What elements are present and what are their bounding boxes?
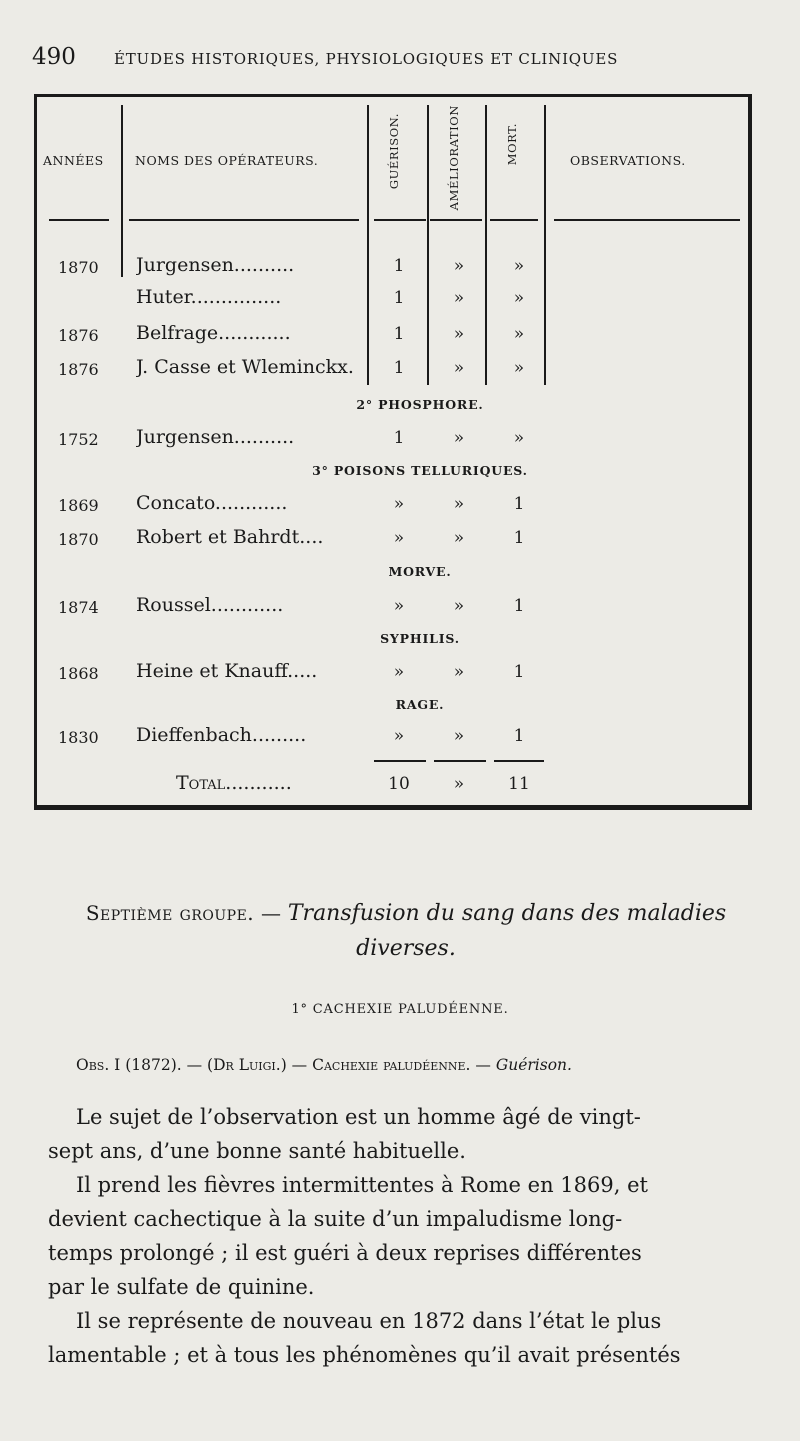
header-rule	[430, 219, 482, 221]
row-operator: J. Casse et Wleminckx.	[136, 356, 354, 378]
col-header-operators: NOMS DES OPÉRATEURS.	[135, 153, 319, 168]
text-line: lamentable ; et à tous les phénomènes qu’il avait présentés	[48, 1343, 681, 1367]
body-text	[48, 1100, 768, 1372]
group-title: Transfusion du sang dans des maladies diverses.	[287, 901, 727, 961]
group-label: Septième groupe. —	[85, 901, 282, 925]
total-guerison: 10	[388, 774, 410, 794]
row-guerison: 1	[393, 288, 405, 308]
section-heading: MORVE.	[388, 564, 452, 579]
total-label: Total...........	[176, 772, 292, 794]
column-divider	[485, 105, 487, 385]
column-divider	[544, 105, 546, 385]
row-mort: 1	[513, 528, 525, 548]
row-year: 1876	[58, 326, 99, 345]
row-year: 1876	[58, 360, 99, 379]
header-rule	[49, 219, 109, 221]
row-year: 1869	[58, 496, 99, 515]
row-year: 1870	[58, 530, 99, 549]
text-line: Il se représente de nouveau en 1872 dans l’état le plus	[76, 1309, 662, 1333]
row-amelioration: »	[453, 324, 465, 344]
row-mort: »	[513, 256, 525, 276]
text-line: sept ans, d’une bonne santé habituelle.	[48, 1139, 466, 1163]
row-operator: Robert et Bahrdt....	[136, 526, 324, 548]
section-heading: RAGE.	[395, 697, 445, 712]
row-amelioration: »	[453, 428, 465, 448]
col-header-mort: MORT.	[505, 123, 519, 166]
observation-outcome: Guérison.	[495, 1056, 572, 1074]
observation-prefix: Obs. I (1872). — (Dr Luigi.) — Cachexie paludéenne. —	[76, 1056, 491, 1074]
row-guerison: »	[393, 494, 405, 514]
total-mort: 11	[508, 774, 530, 794]
row-operator: Roussel............	[136, 594, 284, 616]
row-amelioration: »	[453, 596, 465, 616]
row-mort: 1	[513, 596, 525, 616]
observation-line	[76, 1056, 756, 1074]
row-amelioration: »	[453, 358, 465, 378]
col-header-observations: OBSERVATIONS.	[570, 153, 686, 168]
header-rule	[490, 219, 538, 221]
header-rule	[374, 219, 426, 221]
row-operator: Concato............	[136, 492, 288, 514]
row-mort: 1	[513, 494, 525, 514]
row-mort: »	[513, 428, 525, 448]
header-rule	[129, 219, 359, 221]
total-amelioration: »	[453, 774, 465, 794]
row-amelioration: »	[453, 528, 465, 548]
total-rule	[434, 760, 486, 762]
subheading: 1° CACHEXIE PALUDÉENNE.	[291, 1002, 509, 1017]
row-year: 1752	[58, 430, 99, 449]
row-guerison: 1	[393, 428, 405, 448]
row-year: 1868	[58, 664, 99, 683]
row-operator: Jurgensen..........	[136, 254, 295, 276]
total-rule	[374, 760, 426, 762]
row-amelioration: »	[453, 288, 465, 308]
section-heading: SYPHILIS.	[380, 631, 460, 646]
col-header-amelioration: AMÉLIORATION	[447, 105, 461, 211]
row-mort: 1	[513, 662, 525, 682]
section-heading: 2° PHOSPHORE.	[356, 397, 484, 412]
col-header-guerison: GUÉRISON.	[387, 113, 401, 190]
row-operator: Belfrage............	[136, 322, 291, 344]
page-number: 490	[32, 44, 76, 70]
row-guerison: »	[393, 726, 405, 746]
group-heading	[46, 896, 766, 966]
column-divider	[121, 105, 123, 277]
row-amelioration: »	[453, 662, 465, 682]
row-operator: Huter...............	[136, 286, 282, 308]
text-line: temps prolongé ; il est guéri à deux reprises différentes	[48, 1241, 642, 1265]
text-line: Le sujet de l’observation est un homme âgé de vingt-	[76, 1105, 641, 1129]
text-line: par le sulfate de quinine.	[48, 1275, 315, 1299]
row-mort: 1	[513, 726, 525, 746]
row-mort: »	[513, 324, 525, 344]
row-guerison: »	[393, 662, 405, 682]
column-divider	[427, 105, 429, 385]
row-operator: Heine et Knauff.....	[136, 660, 318, 682]
row-year: 1870	[58, 258, 99, 277]
row-guerison: 1	[393, 256, 405, 276]
page-header	[32, 44, 752, 74]
row-guerison: 1	[393, 324, 405, 344]
row-year: 1874	[58, 598, 99, 617]
header-rule	[554, 219, 740, 221]
row-operator: Jurgensen..........	[136, 426, 295, 448]
row-amelioration: »	[453, 726, 465, 746]
text-line: Il prend les fièvres intermittentes à Rome en 1869, et	[76, 1173, 648, 1197]
row-mort: »	[513, 358, 525, 378]
row-guerison: »	[393, 596, 405, 616]
section-heading: 3° POISONS TELLURIQUES.	[312, 463, 528, 478]
row-year: 1830	[58, 728, 99, 747]
text-line: devient cachectique à la suite d’un impaludisme long-	[48, 1207, 623, 1231]
row-operator: Dieffenbach.........	[136, 724, 307, 746]
row-mort: »	[513, 288, 525, 308]
row-guerison: 1	[393, 358, 405, 378]
row-guerison: »	[393, 528, 405, 548]
running-title: ÉTUDES HISTORIQUES, PHYSIOLOGIQUES ET CLINIQUES	[114, 50, 619, 68]
total-rule	[494, 760, 544, 762]
row-amelioration: »	[453, 494, 465, 514]
row-amelioration: »	[453, 256, 465, 276]
col-header-years: ANNÉES	[43, 153, 104, 168]
